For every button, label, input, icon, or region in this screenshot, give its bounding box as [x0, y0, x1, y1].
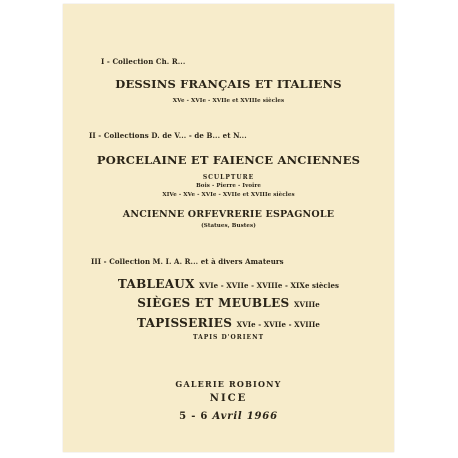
tableaux-centuries: XVIe - XVIIe - XVIIIe - XIXe siècles — [199, 281, 340, 290]
tapisseries-label: TAPISSERIES — [137, 316, 233, 330]
section-3-header: III - Collection M. I. A. R... et à divers Amateurs — [91, 257, 284, 266]
sale-date — [63, 411, 394, 422]
section-3-tapis: TAPIS D'ORIENT — [192, 334, 265, 341]
section-2-title: PORCELAINE ET FAIENCE ANCIENNES — [96, 153, 361, 167]
section-3-tableaux — [63, 277, 394, 291]
section-2-silver-sub: (Statues, Bustes) — [201, 223, 256, 229]
sale-days: 5 - 6 — [179, 411, 209, 422]
section-2-header: II - Collections D. de V... - de B... et N... — [89, 131, 247, 140]
section-1-header: I - Collection Ch. R... — [101, 57, 186, 66]
gallery-name: GALERIE ROBIONY — [175, 379, 282, 389]
tableaux-label: TABLEAUX — [117, 277, 195, 291]
section-2-sculpture: SCULPTURE — [202, 174, 255, 181]
section-3-tapisseries — [63, 316, 394, 330]
sale-month-year: Avril 1966 — [212, 411, 278, 422]
sieges-label: SIÈGES ET MEUBLES — [137, 296, 290, 310]
section-2-materials: Bois - Pierre - Ivoire — [196, 183, 261, 189]
section-2-silver-title: ANCIENNE ORFEVRERIE ESPAGNOLE — [122, 209, 335, 220]
city-name: NICE — [209, 393, 248, 404]
tapisseries-centuries: XVIe - XVIIe - XVIIIe — [236, 320, 320, 329]
section-1-title: DESSINS FRANÇAIS ET ITALIENS — [115, 77, 342, 91]
section-1-centuries: XVe - XVIe - XVIIe et XVIIIe siècles — [172, 98, 285, 104]
sieges-century: XVIIIe — [294, 300, 320, 309]
section-3-sieges — [63, 296, 394, 310]
section-2-centuries: XIVe - XVe - XVIe - XVIIe et XVIIIe siècles — [162, 192, 295, 198]
catalogue-cover — [63, 4, 394, 452]
